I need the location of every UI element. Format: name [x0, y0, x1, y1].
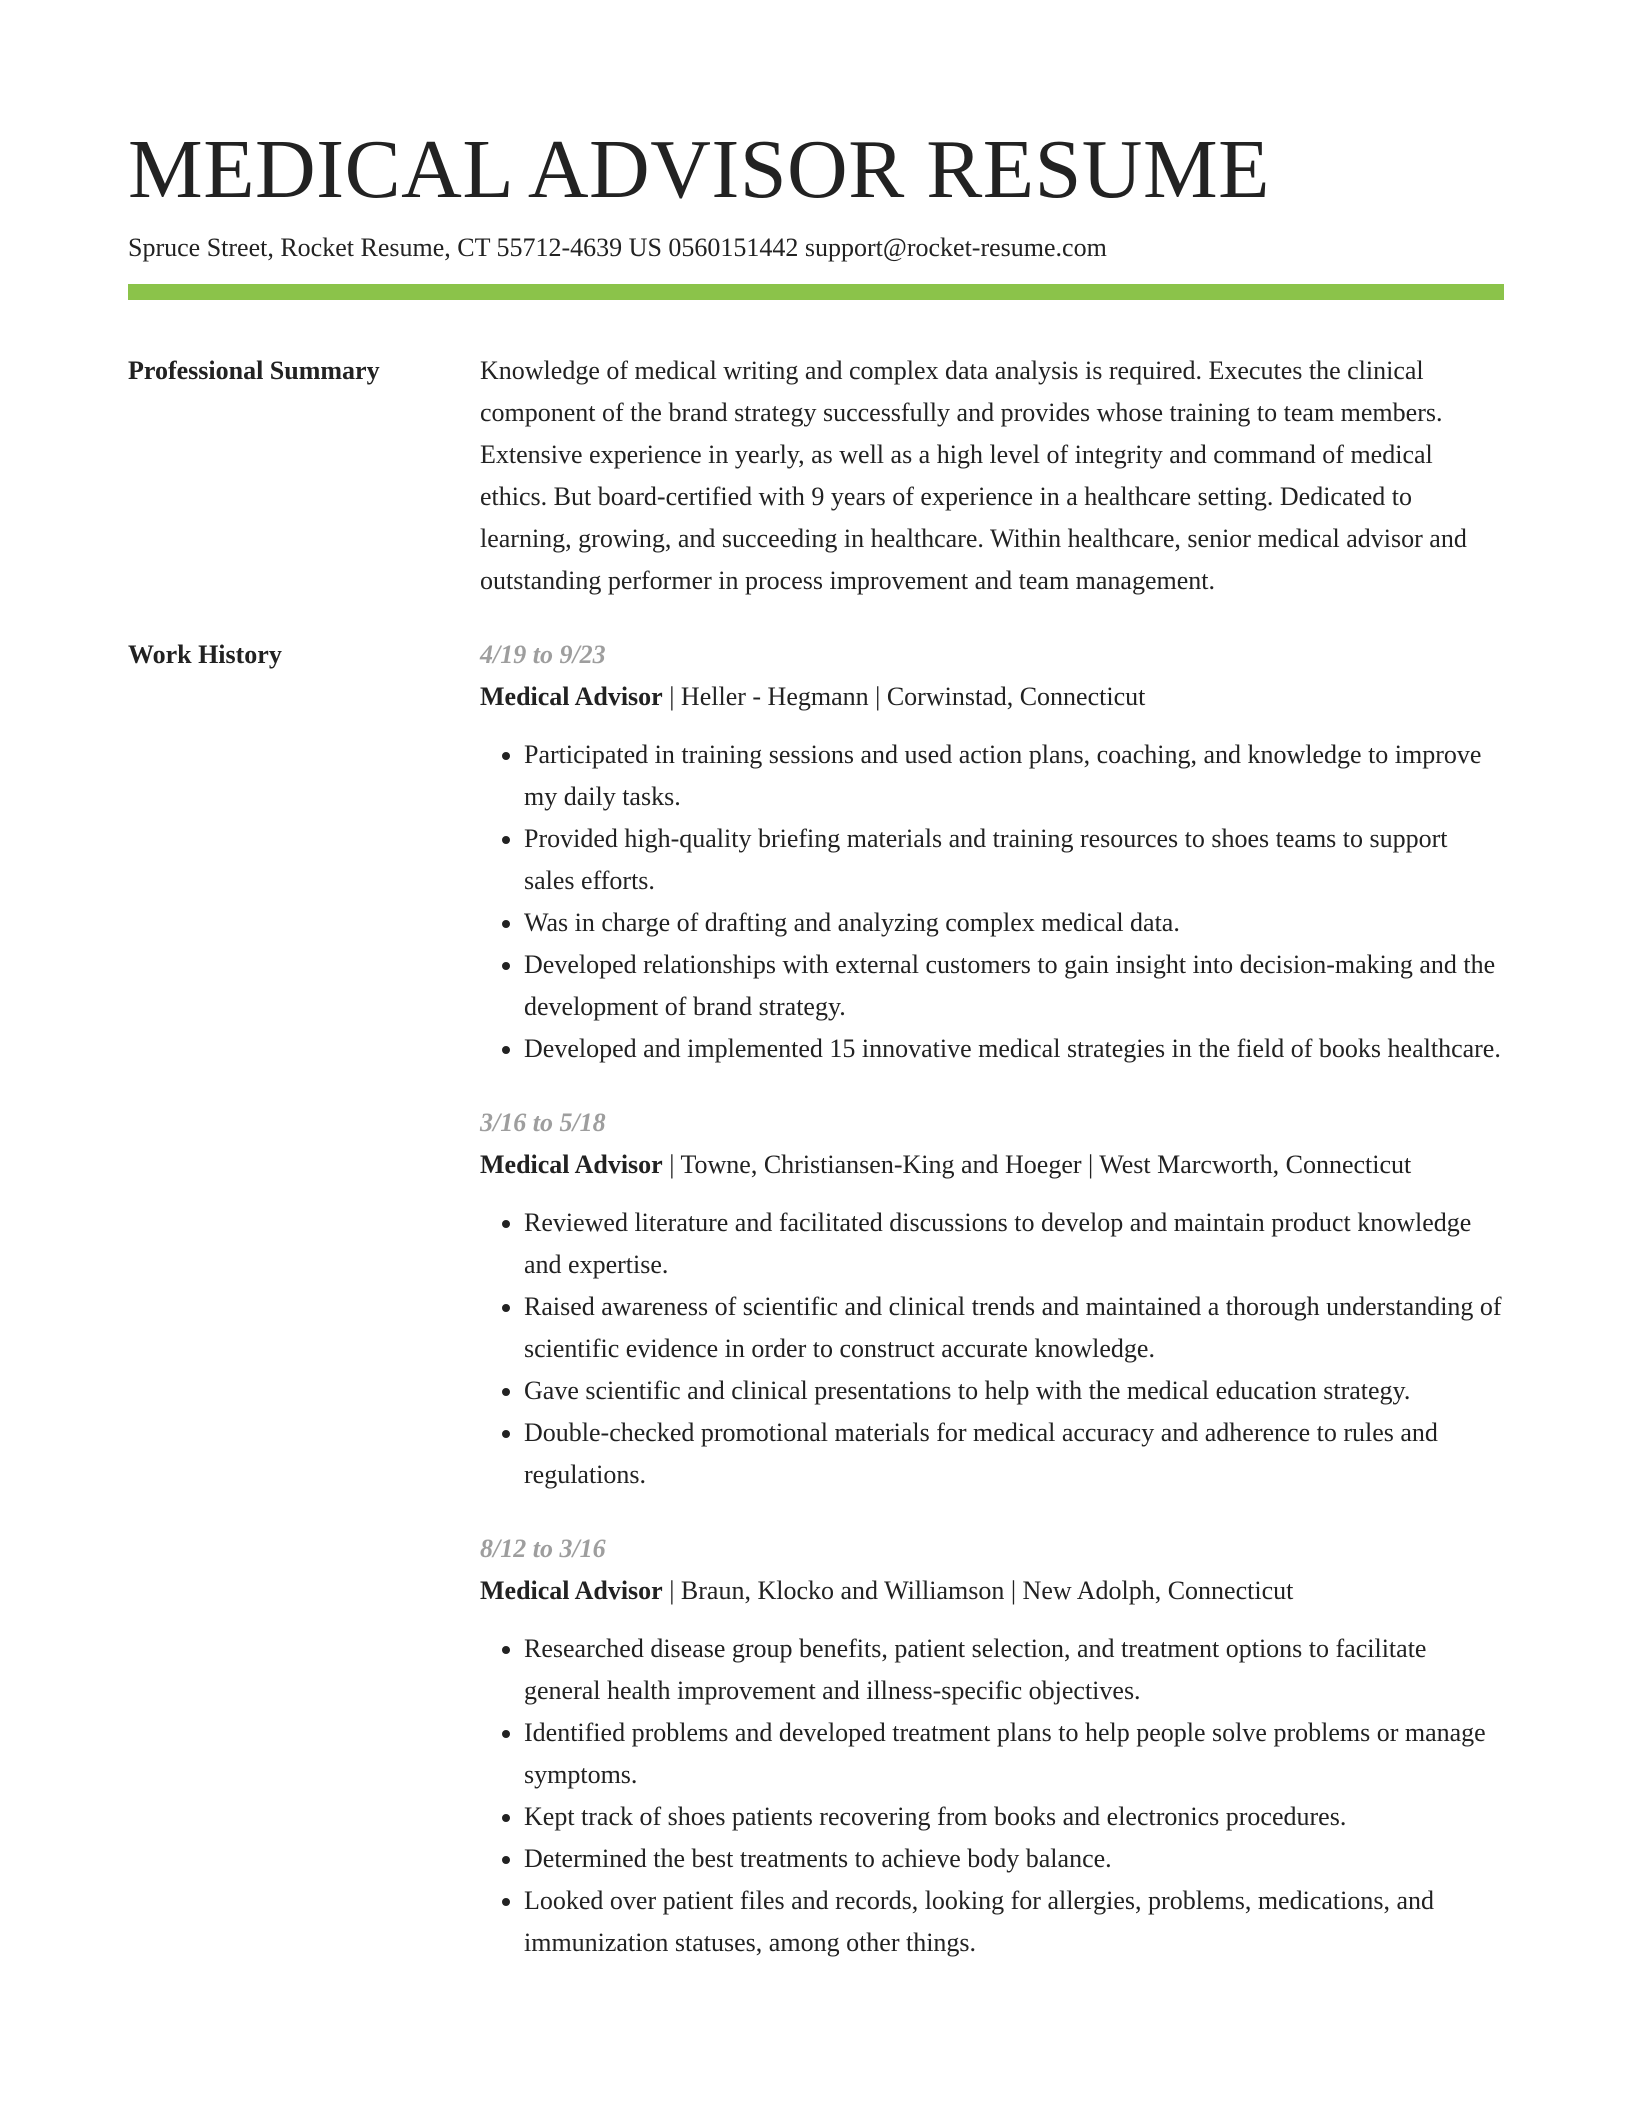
job-entry — [480, 634, 1504, 1070]
list-item: • Participated in training sessions and used action plans, coaching, and knowledge to improve my daily tasks. — [524, 734, 1504, 818]
job-title: Medical Advisor — [480, 1576, 663, 1605]
list-item: • Was in charge of drafting and analyzing complex medical data. — [524, 902, 1504, 944]
professional-summary-section — [128, 350, 1504, 602]
resume-title: MEDICAL ADVISOR RESUME — [128, 123, 1270, 216]
job-heading — [480, 1144, 1504, 1186]
list-item: • Developed relationships with external customers to gain insight into decision-making and the development of brand strategy. — [524, 944, 1504, 1028]
job-heading — [480, 676, 1504, 718]
list-item: • Provided high-quality briefing materials and training resources to shoes teams to support sales efforts. — [524, 818, 1504, 902]
list-item: • Raised awareness of scientific and clinical trends and maintained a thorough understanding of scientific evidence in order to construct accurate knowledge. — [524, 1286, 1504, 1370]
job-dates: 3/16 to 5/18 — [480, 1108, 606, 1137]
job-bullets — [480, 734, 1504, 1070]
job-company-location: | Heller - Hegmann | Corwinstad, Connecticut — [662, 682, 1146, 711]
list-item: • Gave scientific and clinical presentations to help with the medical education strategy. — [524, 1370, 1504, 1412]
work-history-section — [128, 634, 1504, 1964]
job-company-location: | Braun, Klocko and Williamson | New Adolph, Connecticut — [662, 1576, 1294, 1605]
resume-page — [128, 0, 1504, 1996]
job-dates: 8/12 to 3/16 — [480, 1534, 606, 1563]
job-bullets — [480, 1202, 1504, 1496]
job-dates: 4/19 to 9/23 — [480, 640, 606, 669]
list-item: • Researched disease group benefits, patient selection, and treatment options to facilitate general health improvement and illness-specific objectives. — [524, 1628, 1504, 1712]
header-divider — [128, 284, 1504, 300]
job-title: Medical Advisor — [480, 1150, 663, 1179]
job-title: Medical Advisor — [480, 682, 663, 711]
job-bullets — [480, 1628, 1504, 1964]
job-entry — [480, 1528, 1504, 1964]
list-item: • Reviewed literature and facilitated discussions to develop and maintain product knowledge and expertise. — [524, 1202, 1504, 1286]
list-item: • Looked over patient files and records, looking for allergies, problems, medications, and immunization statuses, among other things. — [524, 1880, 1504, 1964]
section-label-work: Work History — [128, 640, 282, 669]
list-item: • Kept track of shoes patients recovering from books and electronics procedures. — [524, 1796, 1504, 1838]
list-item: • Double-checked promotional materials for medical accuracy and adherence to rules and regulations. — [524, 1412, 1504, 1496]
list-item: • Developed and implemented 15 innovative medical strategies in the field of books healthcare. — [524, 1028, 1504, 1070]
list-item: • Identified problems and developed treatment plans to help people solve problems or manage symptoms. — [524, 1712, 1504, 1796]
job-entry — [480, 1102, 1504, 1496]
job-company-location: | Towne, Christiansen-King and Hoeger | West Marcworth, Connecticut — [662, 1150, 1412, 1179]
contact-line: Spruce Street, Rocket Resume, CT 55712-4639 US 0560151442 support@rocket-resume.com — [128, 233, 1107, 262]
job-heading — [480, 1570, 1504, 1612]
section-label-summary: Professional Summary — [128, 356, 380, 385]
summary-text: Knowledge of medical writing and complex data analysis is required. Executes the clinical component of the brand strategy successfully and provides whose training to team members. Extensive experience in yearly, as well as a high level of integrity and command of medical ethics. But board-certified with 9 years of experience in a healthcare setting. Dedicated to learning, growing, and succeeding in healthcare. Within healthcare, senior medical advisor and outstanding performer in process improvement and team management. — [480, 356, 1467, 595]
list-item: • Determined the best treatments to achieve body balance. — [524, 1838, 1504, 1880]
